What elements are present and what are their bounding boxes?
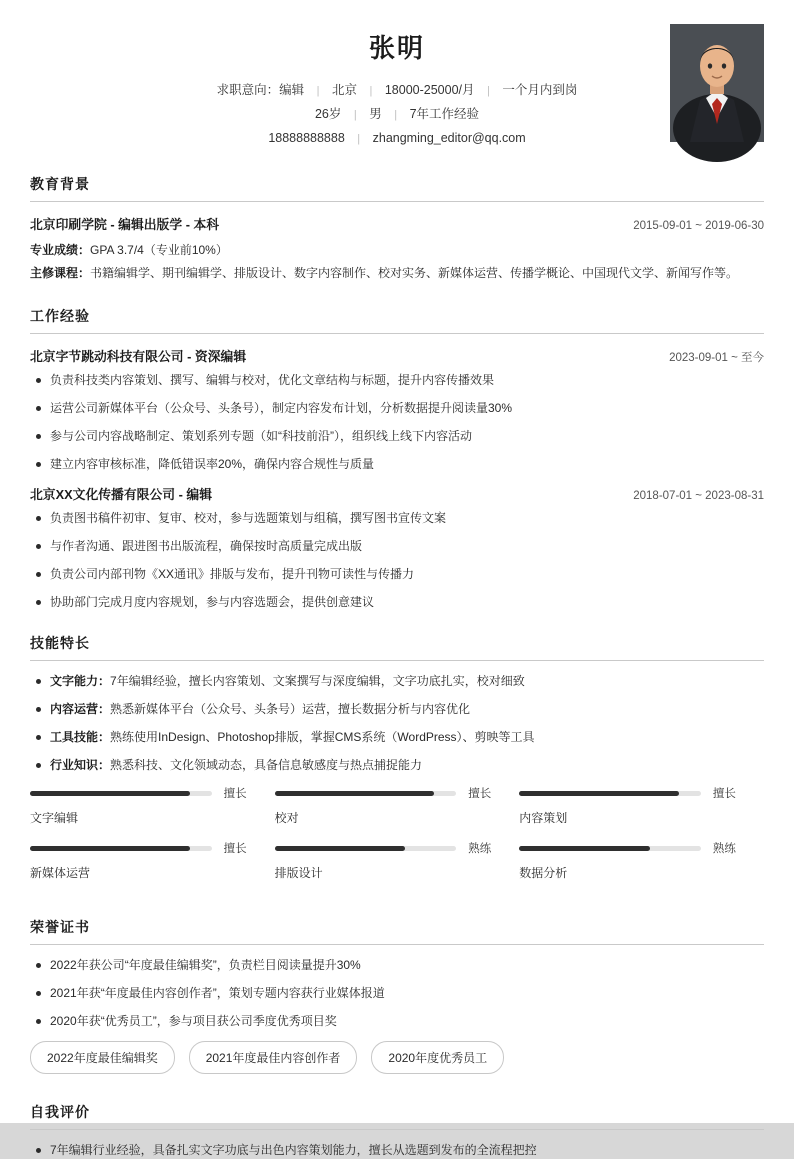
education-gpa-row — [30, 240, 764, 261]
skill-label: 内容运营： — [50, 702, 111, 716]
skill-label: 工具技能： — [50, 730, 111, 744]
list-item — [30, 673, 764, 690]
skill-bar-row — [30, 840, 247, 856]
skill-level-label: 擅长 — [223, 788, 247, 800]
work-date: 2018-07-01 ~ 2023-08-31 — [633, 490, 764, 502]
section-title-honors: 荣誉证书 — [30, 919, 90, 935]
gender-value: 男 — [369, 107, 382, 121]
education-entry-head — [30, 214, 764, 233]
page-title: 张明 — [368, 33, 425, 63]
work-date: 2023-09-01 ~ 至今 — [669, 352, 764, 364]
skill-text: 熟练使用InDesign、Photoshop排版，掌握CMS系统（WordPress）、剪映等工具 — [110, 730, 535, 744]
list-item: 2020年获“优秀员工”，参与项目获公司季度优秀项目奖 — [30, 1013, 764, 1030]
skill-level-label: 擅长 — [468, 788, 492, 800]
education-date: 2015-09-01 ~ 2019-06-30 — [633, 220, 764, 232]
experience-value: 7年工作经验 — [409, 107, 480, 121]
education-school: 北京印刷学院 - 编辑出版学 - 本科 — [30, 217, 220, 232]
education-courses-label: 主修课程： — [30, 266, 91, 280]
list-item: 运营公司新媒体平台（公众号、头条号），制定内容发布计划，分析数据提升阅读量30% — [30, 400, 764, 417]
skill-name-label: 排版设计 — [274, 866, 323, 880]
list-item — [30, 729, 764, 746]
resume-header — [30, 22, 764, 152]
list-item: 7年编辑行业经验，具备扎实文字功底与出色内容策划能力，擅长从选题到发布的全流程把控 — [30, 1142, 764, 1159]
education-courses-value: 书籍编辑学、期刊编辑学、排版设计、数字内容制作、校对实务、新媒体运营、传播学概论、中国现代文学、新闻写作等。 — [90, 266, 739, 280]
email-value: zhangming_editor@qq.com — [372, 131, 526, 145]
education-courses-row — [30, 263, 764, 284]
skill-label: 行业知识： — [50, 758, 111, 772]
section-education — [30, 174, 764, 284]
skill-bar-row — [275, 840, 492, 856]
list-item: 2021年获“年度最佳内容创作者”，策划专题内容获行业媒体报道 — [30, 985, 764, 1002]
list-item — [30, 757, 764, 774]
section-work — [30, 306, 764, 611]
skill-bar-item — [519, 785, 764, 826]
age-value: 26岁 — [314, 107, 342, 121]
divider: | — [486, 85, 490, 97]
header-meta-line-1 — [180, 79, 614, 103]
work-bullet-list — [30, 510, 764, 611]
skill-bar-item — [519, 840, 764, 881]
skills-bullet-list — [30, 673, 764, 774]
list-item: 与作者沟通、跟进图书出版流程，确保按时高质量完成出版 — [30, 538, 764, 555]
list-item — [30, 701, 764, 718]
skill-bar-item — [275, 840, 520, 881]
honors-tag-list — [30, 1041, 764, 1082]
section-title-education: 教育背景 — [30, 176, 90, 192]
list-item: 负责图书稿件初审、复审、校对，参与选题策划与组稿，撰写图书宣传文案 — [30, 510, 764, 527]
work-entry — [30, 484, 764, 611]
skill-bar-item — [275, 785, 520, 826]
work-company-title: 北京字节跳动科技有限公司 - 资深编辑 — [30, 349, 247, 364]
work-company-title: 北京XX文化传播有限公司 - 编辑 — [30, 487, 213, 502]
skill-level-label: 擅长 — [712, 788, 736, 800]
skill-bar-row — [519, 840, 736, 856]
skill-bar-fill — [519, 846, 650, 851]
divider — [30, 1129, 764, 1130]
skill-bar-row — [275, 785, 492, 801]
section-self-evaluation — [30, 1102, 764, 1159]
city-value: 北京 — [332, 83, 358, 97]
divider: | — [369, 85, 373, 97]
skill-bar-grid — [30, 785, 764, 895]
self-evaluation-bullet-list — [30, 1142, 764, 1159]
work-entry — [30, 346, 764, 473]
phone-value: 18888888888 — [268, 131, 345, 145]
education-entry — [30, 214, 764, 284]
education-gpa-value: GPA 3.7/4（专业前10%） — [90, 243, 228, 257]
list-item: 负责科技类内容策划、撰写、编辑与校对，优化文章结构与标题，提升内容传播效果 — [30, 372, 764, 389]
work-bullet-list — [30, 372, 764, 473]
section-title-work: 工作经验 — [30, 308, 90, 324]
work-entry-head — [30, 484, 764, 503]
divider — [30, 333, 764, 334]
list-item: 负责公司内部刊物《XX通讯》排版与发布，提升刊物可读性与传播力 — [30, 566, 764, 583]
skill-name-label: 新媒体运营 — [30, 866, 91, 880]
skill-bar-track — [275, 846, 457, 851]
skill-bar-fill — [275, 846, 406, 851]
skill-text: 7年编辑经验，擅长内容策划、文案撰写与深度编辑，文字功底扎实，校对细致 — [110, 674, 525, 688]
skill-name-label: 数据分析 — [519, 866, 568, 880]
skill-label: 文字能力： — [50, 674, 111, 688]
section-title-skills: 技能特长 — [30, 635, 90, 651]
section-skills — [30, 633, 764, 895]
divider — [30, 660, 764, 661]
skill-bar-track — [30, 791, 212, 796]
honors-bullet-list — [30, 957, 764, 1030]
skill-bar-track — [275, 791, 457, 796]
work-entry-head — [30, 346, 764, 365]
divider: | — [316, 85, 320, 97]
skill-level-label: 擅长 — [223, 843, 247, 855]
status-badge: 2022年度最佳编辑奖 — [30, 1041, 175, 1074]
skill-bar-item — [30, 840, 275, 881]
divider: | — [394, 109, 398, 121]
job-intent-label: 求职意向： — [216, 83, 280, 97]
divider: | — [357, 133, 361, 145]
status-badge: 2020年度优秀员工 — [371, 1041, 504, 1074]
skill-bar-row — [519, 785, 736, 801]
skill-bar-item — [30, 785, 275, 826]
divider — [30, 201, 764, 202]
skill-level-label: 熟练 — [468, 843, 492, 855]
skill-bar-row — [30, 785, 247, 801]
skill-bar-fill — [519, 791, 679, 796]
section-title-self-evaluation: 自我评价 — [30, 1104, 90, 1120]
skill-bar-track — [30, 846, 212, 851]
skill-bar-fill — [275, 791, 435, 796]
list-item: 建立内容审核标准，降低错误率20%，确保内容合规性与质量 — [30, 456, 764, 473]
skill-name-label: 文字编辑 — [30, 811, 79, 825]
skill-level-label: 熟练 — [712, 843, 736, 855]
availability-value: 一个月内到岗 — [502, 83, 578, 97]
list-item: 协助部门完成月度内容规划，参与内容选题会，提供创意建议 — [30, 594, 764, 611]
skill-bar-track — [519, 846, 701, 851]
avatar — [670, 24, 764, 142]
skill-text: 熟悉科技、文化领域动态，具备信息敏感度与热点捕捉能力 — [110, 758, 423, 772]
skill-bar-fill — [30, 791, 190, 796]
salary-value: 18000-25000/月 — [384, 83, 475, 97]
divider: | — [353, 109, 357, 121]
skill-bar-track — [519, 791, 701, 796]
list-item: 2022年获公司“年度最佳编辑奖”，负责栏目阅读量提升30% — [30, 957, 764, 974]
section-honors — [30, 917, 764, 1082]
divider — [30, 944, 764, 945]
skill-name-label: 校对 — [274, 811, 299, 825]
skill-bar-fill — [30, 846, 190, 851]
header-meta-line-3 — [180, 127, 614, 151]
education-gpa-label: 专业成绩： — [30, 243, 91, 257]
job-intent-value: 编辑 — [279, 83, 305, 97]
skill-text: 熟悉新媒体平台（公众号、头条号）运营，擅长数据分析与内容优化 — [110, 702, 471, 716]
list-item: 参与公司内容战略制定、策划系列专题（如“科技前沿”），组织线上线下内容活动 — [30, 428, 764, 445]
header-center-block — [30, 22, 764, 151]
header-meta-line-2 — [180, 103, 614, 127]
skill-name-label: 内容策划 — [519, 811, 568, 825]
status-badge: 2021年度最佳内容创作者 — [189, 1041, 358, 1074]
avatar-illustration — [670, 24, 764, 142]
